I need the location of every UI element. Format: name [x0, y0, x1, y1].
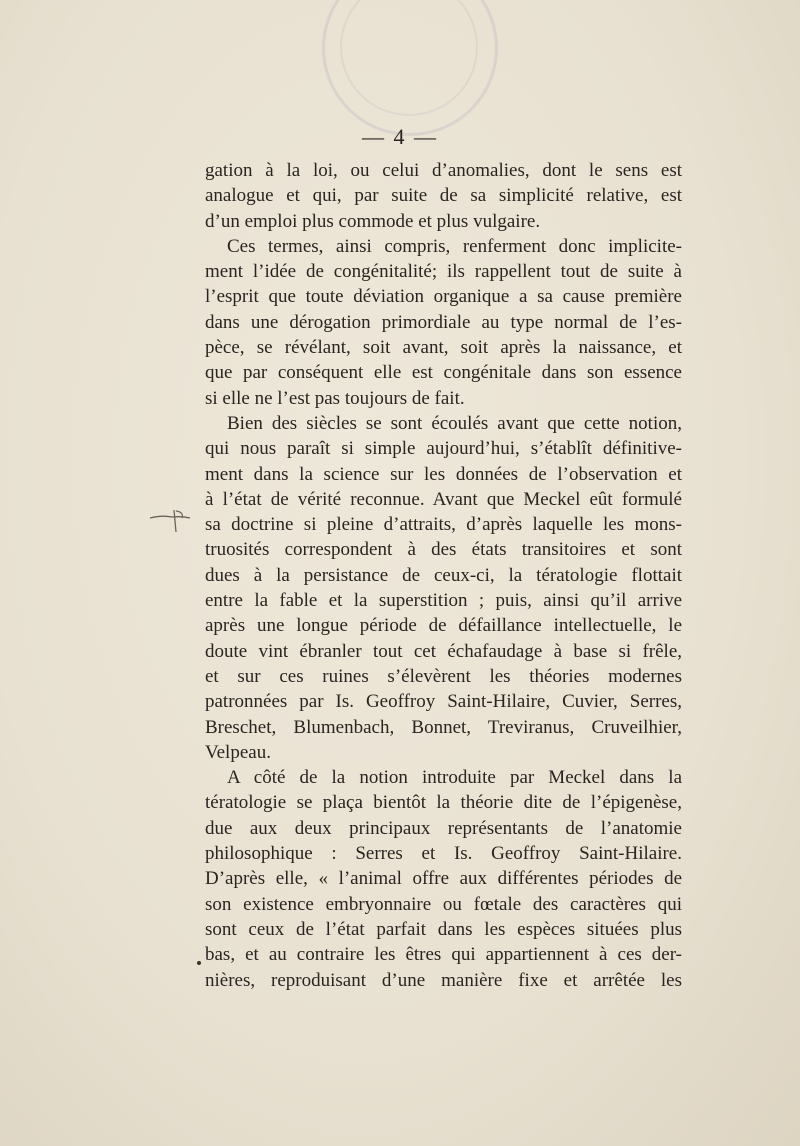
text-line: A côté de la notion introduite par Meckel dans la — [227, 767, 682, 789]
text-line: Velpeau. — [205, 741, 271, 763]
text-line: truosités correspondent à des états transitoires et sont — [205, 539, 682, 561]
text-line: nières, reproduisant d’une manière fixe et arrêtée les — [205, 969, 682, 991]
body-text — [205, 158, 682, 993]
page-number: — 4 — — [362, 124, 438, 149]
text-line: analogue et qui, par suite de sa simplicité relative, est — [205, 185, 682, 207]
text-line: D’après elle, « l’animal offre aux différentes périodes de — [205, 868, 682, 890]
text-line: dans une dérogation primordiale au type normal de l’es- — [205, 311, 682, 333]
text-line: gation à la loi, ou celui d’anomalies, dont le sens est — [205, 160, 682, 181]
text-line: sont ceux de l’état parfait dans les espèces situées plus — [205, 918, 682, 940]
text-line: qui nous paraît si simple aujourd’hui, s’établît définitive- — [205, 438, 682, 460]
text-line: à l’état de vérité reconnue. Avant que Meckel eût formulé — [205, 488, 682, 510]
text-line: après une longue période de défaillance intellectuelle, le — [205, 615, 682, 637]
text-line: son existence embryonnaire ou fœtale des caractères qui — [205, 893, 682, 915]
text-line: dues à la persistance de ceux-ci, la tératologie flottait — [205, 564, 682, 586]
text-line: doute vint ébranler tout cet échafaudage à base si frêle, — [205, 640, 682, 662]
text-line: d’un emploi plus commode et plus vulgaire. — [205, 210, 541, 232]
text-line: entre la fable et la superstition ; puis, ainsi qu’il arrive — [205, 590, 682, 612]
text-line: bas, et au contraire les êtres qui appartiennent à ces der- — [205, 944, 682, 966]
text-line: philosophique : Serres et Is. Geoffroy Saint-Hilaire. — [205, 843, 682, 865]
pencil-margin-mark — [148, 506, 192, 536]
text-line: ment l’idée de congénitalité; ils rappellent tout de suite à — [205, 261, 682, 283]
text-line: et sur ces ruines s’élevèrent les théories modernes — [205, 665, 682, 687]
text-line: tératologie se plaça bientôt la théorie dite de l’épigenèse, — [205, 792, 682, 814]
ink-dot — [197, 961, 201, 965]
text-line: ment dans la science sur les données de l’observation et — [205, 463, 682, 485]
text-line: sa doctrine si pleine d’attraits, d’après laquelle les mons- — [205, 514, 682, 536]
text-line: Bien des siècles se sont écoulés avant que cette notion, — [227, 412, 682, 434]
text-line: pèce, se révélant, soit avant, soit après la naissance, et — [205, 337, 682, 359]
text-line: due aux deux principaux représentants de l’anatomie — [205, 817, 682, 839]
text-line: patronnées par Is. Geoffroy Saint-Hilaire, Cuvier, Serres, — [205, 691, 682, 713]
text-line: Breschet, Blumenbach, Bonnet, Treviranus, Cruveilhier, — [205, 716, 682, 738]
text-line: l’esprit que toute déviation organique a sa cause première — [205, 286, 682, 308]
text-line: que par conséquent elle est congénitale dans son essence — [205, 362, 682, 384]
text-line: si elle ne l’est pas toujours de fait. — [205, 387, 465, 409]
text-line: Ces termes, ainsi compris, renferment donc implicite- — [227, 235, 682, 257]
